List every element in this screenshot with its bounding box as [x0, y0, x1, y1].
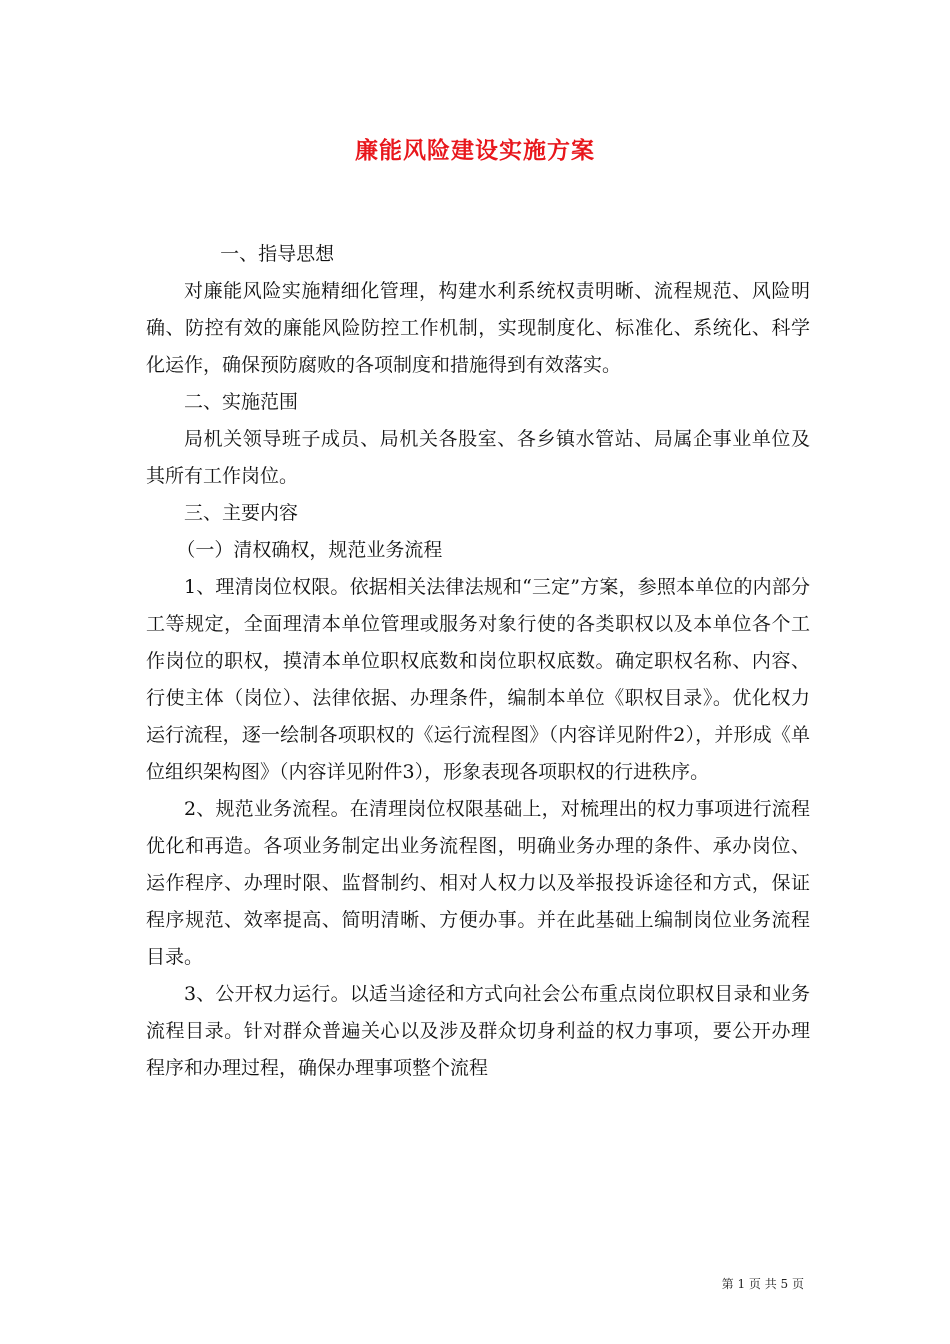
paragraph-scope: 局机关领导班子成员、局机关各股室、各乡镇水管站、局属企事业单位及其所有工作岗位。: [146, 428, 810, 487]
subsection-heading-clarify-powers: （一）清权确权，规范业务流程: [176, 539, 443, 561]
section-heading-scope: 二、实施范围: [184, 391, 299, 413]
paragraph-item-3: 3、公开权力运行。以适当途径和方式向社会公布重点岗位职权目录和业务流程目录。针对群众普遍关心以及涉及群众切身利益的权力事项，要公开办理程序和办理过程，确保办理事项整个流程: [146, 983, 810, 1079]
section-heading-main-content: 三、主要内容: [184, 502, 299, 524]
document-body: [146, 236, 810, 1087]
page-number: 第 1 页 共 5 页: [721, 1277, 804, 1291]
paragraph-item-1: 1、理清岗位权限。依据相关法律法规和“三定”方案，参照本单位的内部分工等规定，全面理清本单位管理或服务对象行使的各类职权以及本单位各个工作岗位的职权，摸清本单位职权底数和岗位职权底数。确定职权名称、内容、行使主体（岗位）、法律依据、办理条件，编制本单位《职权目录》。优化权力运行流程，逐一绘制各项职权的《运行流程图》（内容详见附件2），并形成《单位组织架构图》（内容详见附件3），形象表现各项职权的行进秩序。: [146, 576, 810, 783]
document-title: 廉能风险建设实施方案: [355, 137, 595, 164]
paragraph-guiding-ideology: 对廉能风险实施精细化管理，构建水利系统权责明晰、流程规范、风险明确、防控有效的廉能风险防控工作机制，实现制度化、标准化、系统化、科学化运作，确保预防腐败的各项制度和措施得到有效落实。: [146, 280, 810, 376]
section-heading-guiding-ideology: 一、指导思想: [220, 243, 335, 265]
paragraph-item-2: 2、规范业务流程。在清理岗位权限基础上，对梳理出的权力事项进行流程优化和再造。各项业务制定出业务流程图，明确业务办理的条件、承办岗位、运作程序、办理时限、监督制约、相对人权力以及举报投诉途径和方式，保证程序规范、效率提高、简明清晰、方便办事。并在此基础上编制岗位业务流程目录。: [146, 798, 810, 968]
